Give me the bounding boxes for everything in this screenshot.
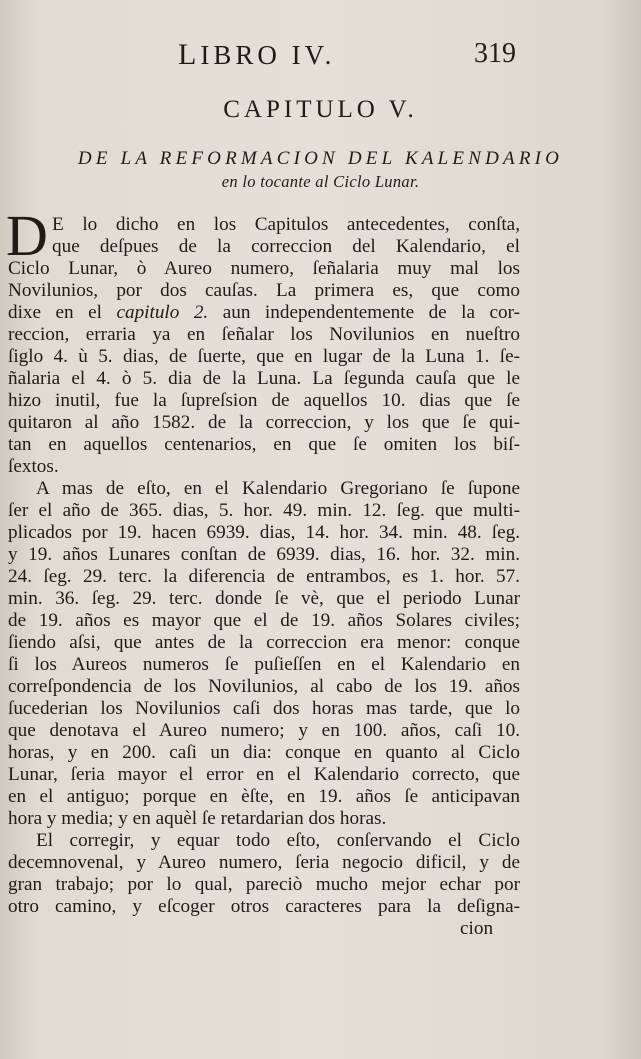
text-line: quitaron al año 1582. de la correccion, y los que ſe qui- bbox=[8, 412, 520, 433]
running-head-initial: L bbox=[178, 38, 201, 71]
page-number: 319 bbox=[474, 38, 516, 69]
page-header bbox=[0, 38, 641, 78]
text-line: min. 36. ſeg. 29. terc. donde ſe vè, que el periodo Lunar bbox=[8, 588, 520, 609]
section-title: DE LA REFORMACION DEL KALENDARIO bbox=[77, 148, 564, 169]
text-line: reccion, erraria ya en ſeñalar los Novilunios en nueſtro bbox=[8, 324, 520, 345]
text-line: Ciclo Lunar, ò Aureo numero, ſeñalaria muy mal los bbox=[8, 258, 520, 279]
text-line: que deſpues de la correccion del Kalendario, el bbox=[52, 236, 520, 257]
text-line: ſiglo 4. ù 5. dias, de ſuerte, que en lugar de la Luna 1. ſe- bbox=[8, 346, 520, 367]
text-line: ſer el año de 365. dias, 5. hor. 49. min. 12. ſeg. que multi- bbox=[8, 500, 520, 521]
text-line: A mas de eſto, en el Kalendario Gregoriano ſe ſupone bbox=[36, 478, 520, 499]
text-line: Novilunios, por dos cauſas. La primera es, que como bbox=[8, 280, 520, 301]
text-segment: aun independentemente de la cor- bbox=[222, 302, 521, 323]
text-line: gran trabajo; por lo qual, pareciò mucho mejor echar por bbox=[8, 874, 520, 895]
text-line: decemnovenal, y Aureo numero, ſeria negocio dificil, y de bbox=[8, 852, 520, 873]
drop-cap: D bbox=[6, 203, 48, 268]
italic-reference: capitulo 2. bbox=[116, 302, 209, 323]
text-line: correſpondencia de los Novilunios, al cabo de los 19. años bbox=[8, 676, 520, 697]
running-head-rest: IBRO IV. bbox=[200, 40, 336, 70]
text-line: Lunar, ſeria mayor el error en el Kalendario correcto, que bbox=[8, 764, 520, 785]
text-line: E lo dicho en los Capitulos antecedentes, conſta, bbox=[52, 214, 520, 235]
text-line: en el antiguo; porque en èſte, en 19. años ſe anticipavan bbox=[8, 786, 520, 807]
text-line: plicados por 19. hacen 6939. dias, 14. hor. 34. min. 48. ſeg. bbox=[8, 522, 520, 543]
text-line: que denotava el Aureo numero; y en 100. años, caſi 10. bbox=[8, 720, 520, 741]
text-line: de 19. años es mayor que el de 19. años Solares civiles; bbox=[8, 610, 520, 631]
text-line: horas, y en 200. caſi un dia: conque en quanto al Ciclo bbox=[8, 742, 520, 763]
text-line: y 19. años Lunares conſtan de 6939. dias, 16. hor. 32. min. bbox=[8, 544, 520, 565]
text-line: ſiendo aſsi, que antes de la correccion era menor: conque bbox=[8, 632, 520, 653]
running-head bbox=[178, 38, 335, 72]
text-segment: dixe en el bbox=[8, 302, 102, 323]
text-line: 24. ſeg. 29. terc. la diferencia de entrambos, es 1. hor. 57. bbox=[8, 566, 520, 587]
text-line bbox=[8, 302, 520, 324]
text-line: ñalaria el 4. ò 5. dia de la Luna. La ſegunda cauſa que le bbox=[8, 368, 520, 389]
text-line: ſucederian los Novilunios caſi dos horas mas tarde, que lo bbox=[8, 698, 520, 719]
catchword: cion bbox=[460, 918, 494, 939]
text-line: El corregir, y equar todo eſto, conſervando el Ciclo bbox=[36, 830, 520, 851]
section-subtitle: en lo tocante al Ciclo Lunar. bbox=[221, 172, 420, 191]
text-line: hizo inutil, fue la ſupreſsion de aquellos 10. dias que ſe bbox=[8, 390, 520, 411]
text-line: hora y media; y en aquèl ſe retardarian dos horas. bbox=[8, 808, 387, 829]
text-line: tan en aquellos centenarios, en que ſe omiten los biſ- bbox=[8, 434, 520, 455]
chapter-title: CAPITULO V. bbox=[223, 96, 418, 123]
text-line: ſi los Aureos numeros ſe puſieſſen en el Kalendario en bbox=[8, 654, 520, 675]
text-line: otro camino, y eſcoger otros caracteres para la deſigna- bbox=[8, 896, 520, 917]
text-line: ſextos. bbox=[8, 456, 59, 477]
